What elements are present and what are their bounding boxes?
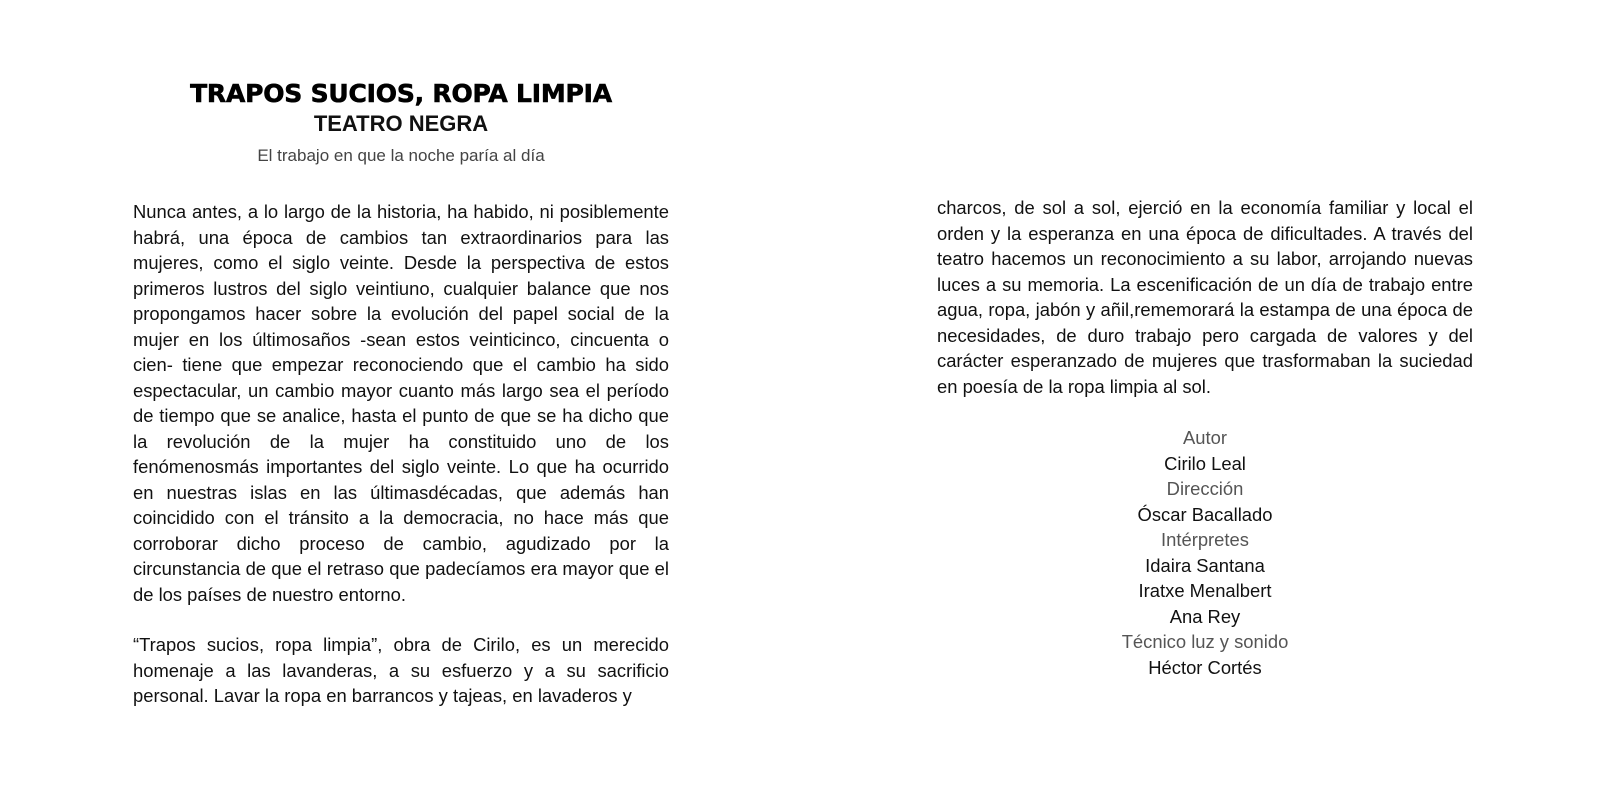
author-label: Autor — [1183, 427, 1227, 448]
intro-paragraph — [133, 199, 669, 607]
paragraph-text: “Trapos sucios, ropa limpia”, obra de Cirilo, es un merecido homenaje a las lavanderas, a su esfuerzo y a su sacrificio personal. Lavar la ropa en barrancos y tajeas, en lavaderos y — [133, 634, 669, 706]
paragraph-text: Nunca antes, a lo largo de la historia, ha habido, ni posiblemente habrá, una época de cambios tan extraordinarios para las mujeres, como el siglo veinte. Desde la perspectiva de estos primeros lustros del siglo veintiuno, cualquier balance que nos propongamos hacer sobre la evolución del papel social de la mujer en los últimosaños -sean estos veinticinco, cincuenta o cien- tiene que empezar reconociendo que el cambio ha sido espectacular, un cambio mayor cuanto más largo sea el período de tiempo que se analice, hasta el punto de que se ha dicho que la revolución de la mujer ha constituido uno de los fenómenosmás importantes del siglo veinte. Lo que ha ocurrido en nuestras islas en las últimasdécadas, que además han coincidido con el tránsito a la democracia, no hace más que corroborar dicho proceso de cambio, agudizado por la circunstancia de que el retraso que padecíamos era mayor que el de los países de nuestro entorno. — [133, 201, 669, 605]
technician-name: Héctor Cortés — [1148, 656, 1262, 678]
performer-name: Iratxe Menalbert — [1138, 580, 1272, 601]
performer-name: Ana Rey — [1169, 605, 1241, 627]
title-block — [133, 78, 669, 173]
direction-label: Dirección — [1166, 478, 1244, 499]
homage-paragraph — [133, 632, 669, 709]
continuation-paragraph — [937, 195, 1473, 399]
author-name: Cirilo Leal — [1164, 452, 1246, 474]
paragraph-text: charcos, de sol a sol, ejerció en la economía familiar y local el orden y la esperanza en una época de dificultades. A través del teatro hacemos un reconocimiento a su labor, arrojando nuevas luces a su memoria. La escenificación de un día de trabajo entre agua, ropa, jabón y añil,rememorará la estampa de una época de necesidades, de duro trabajo pero cargada de valores y del carácter esperanzado de mujeres que trasformaban la suciedad en poesía de la ropa limpia al sol. — [937, 197, 1473, 397]
play-title: TRAPOS SUCIOS, ROPA LIMPIA — [190, 79, 612, 108]
credits-list — [1037, 425, 1373, 680]
performer-name: Idaira Santana — [1145, 554, 1265, 576]
right-page — [800, 0, 1600, 799]
play-subtitle: El trabajo en que la noche paría al día — [257, 146, 545, 165]
technician-label: Técnico luz y sonido — [1121, 631, 1289, 652]
company-name: TEATRO NEGRA — [313, 111, 489, 136]
performers-label: Intérpretes — [1161, 529, 1249, 550]
director-name: Óscar Bacallado — [1137, 503, 1273, 525]
